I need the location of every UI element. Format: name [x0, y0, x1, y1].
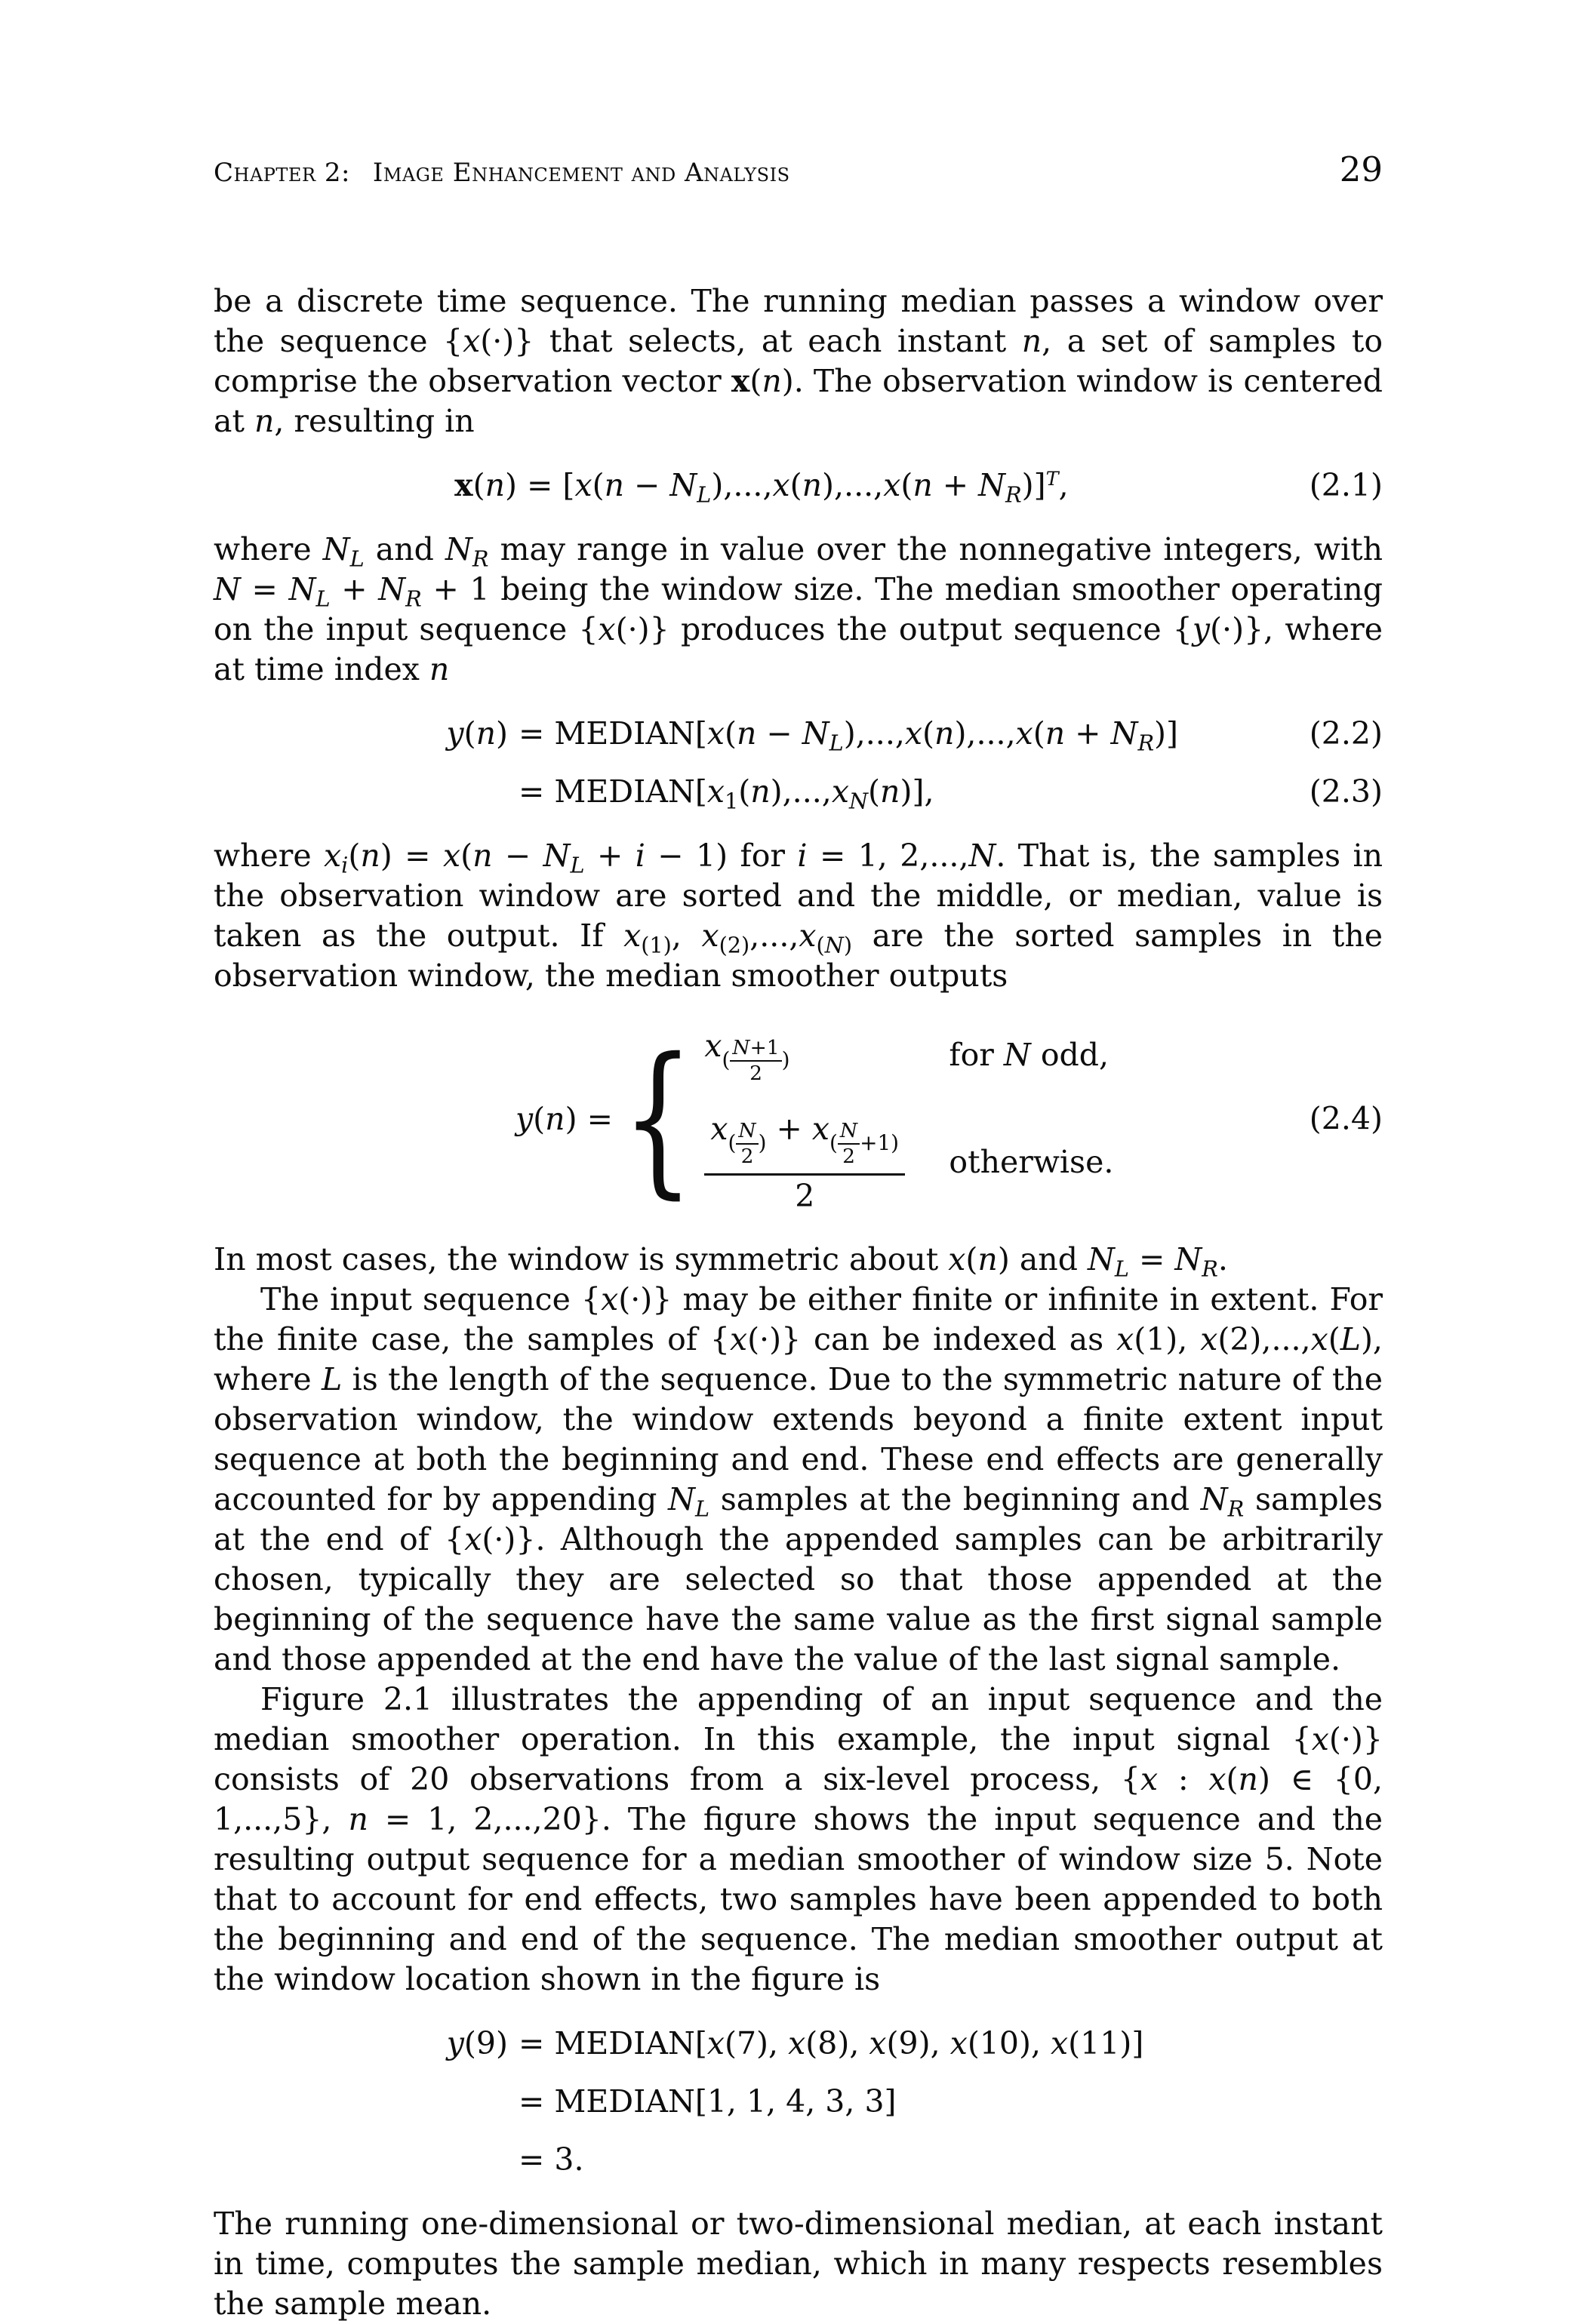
case-odd-condition: for N odd,	[949, 1036, 1110, 1073]
fraction-denominator: 2	[795, 1177, 815, 1214]
example-line-1	[214, 2024, 1383, 2064]
example-line-3-rhs: = 3.	[519, 2141, 584, 2178]
example-line-2-rhs: = MEDIAN[1, 1, 4, 3, 3]	[519, 2083, 897, 2120]
example-line-1-rhs: = MEDIAN[x(7), x(8), x(9), x(10), x(11)]	[519, 2024, 1144, 2061]
text-column	[214, 281, 1383, 2324]
paragraph-figure-2-1: Figure 2.1 illustrates the appending of an input sequence and the median smoother operation. In this example, the input signal {x(·)} consists of 20 observations from a six-level process, {x : x(n) ∈ {0, 1,...,5}, n = 1, 2,...,20}. The figure shows the input sequence and the resulting output sequence for a median smoother of window size 5. Note that to account for end effects, two samples have been appended to both the beginning and end of the sequence. The median smoother output at the window location shown in the figure is	[214, 1680, 1383, 1997]
equation-2-3	[214, 772, 1383, 812]
example-line-3	[214, 2140, 1383, 2180]
equation-2-1-body: $x(n) = [x(n - N_L),...,x(n),...,x(n + N_R)]^T$,	[454, 467, 1069, 508]
paragraph-sorted-samples: where $x_i(n) = x(n - N_L + i - 1)$ for i = 1, 2,...,N. That is, the samples in the observation window are sorted and the middle, or median, value is taken as the output. If $x_{(1)}$, $x_{(2)},...,x_{(N)}$ are the sorted samples in the observation window, the median smoother outputs	[214, 838, 1383, 994]
paragraph-input-sequence: The input sequence {x(·)} may be either finite or infinite in extent. For the finite case, the samples of {x(·)} can be indexed as x(1), x(2),...,x(L), where L is the length of the sequence. Due to the symmetric nature of the observation window, the window extends beyond a finite extent input sequence at both the beginning and end. These end effects are generally accounted for by appending $N_L$ samples at the beginning and $N_R$ samples at the end of {x(·)}. Although the appended samples can be arbitrarily chosen, typically they are selected so that those appended at the beginning of the sequence have the same value as the first signal sample and those appended at the end have the value of the last signal sample.	[214, 1280, 1383, 1677]
equation-gap	[214, 2122, 1383, 2140]
equation-2-2-rhs: = MEDIAN[x(n − $N_L),...,x(n),...,x(n + N_R)$]	[519, 715, 1179, 756]
equation-2-3-rhs: = $MEDIAN[x_1(n),...,x_N(n)]$,	[519, 773, 934, 814]
equation-gap	[214, 754, 1383, 772]
running-head	[214, 149, 1383, 189]
equation-group-2-2-2-3	[214, 714, 1383, 812]
paragraph-intro: be a discrete time sequence. The running median passes a window over the sequence {x(·)} that selects, at each instant n, a set of samples to comprise the observation vector x(n). The observation window is centered at n, resulting in	[214, 283, 1383, 439]
chapter-title: Image Enhancement and Analysis	[372, 158, 790, 188]
equation-2-4-cases	[704, 1026, 1113, 1213]
equation-median-example	[214, 2024, 1383, 2180]
equation-2-1-label: (2.1)	[1309, 467, 1383, 503]
chapter-label: Chapter 2:	[214, 158, 350, 188]
equation-2-2	[214, 714, 1383, 754]
case-odd-value: $x_{( \frac{N+1}{2} )}$	[704, 1028, 790, 1086]
equation-2-4: y(n) = { $x_{( \frac{N+1}{2} )}$ for N odd, $x_{( \frac{N}{2} )} + x_{( \frac{N}{2} +1)}$ 2 otherwise. (2.4)	[516, 1024, 1383, 1215]
paragraph-window-size: where $N_L$ and $N_R$ may range in value over the nonnegative integers, with $N = N_L + N_R + 1$ being the window size. The median smoother operating on the input sequence {x(·)} produces the output sequence {y(·)}, where at time index n	[214, 531, 1383, 687]
case-odd	[704, 1026, 1113, 1084]
equation-2-4-lhs: y(n) =	[516, 1100, 613, 1137]
equation-2-3-label: (2.3)	[1309, 773, 1383, 810]
paragraph-symmetric-window: In most cases, the window is symmetric about x(n) and $N_L = N_R$.	[214, 1240, 1228, 1282]
example-line-1-lhs: y(9)	[446, 2024, 508, 2061]
fraction	[704, 1110, 905, 1214]
equation-gap	[214, 2064, 1383, 2082]
equation-2-4-label: (2.4)	[1309, 1100, 1383, 1137]
case-otherwise-condition: otherwise.	[949, 1144, 1114, 1181]
equation-2-2-label: (2.2)	[1309, 715, 1383, 752]
paragraph-running-median: The running one-dimensional or two-dimensional median, at each instant in time, computes the sample median, which in many respects resembles the sample mean.	[214, 2205, 1383, 2322]
equation-2-2-lhs: y(n)	[446, 715, 508, 752]
fraction-numerator: $x_{( \frac{N}{2} )} + x_{( \frac{N}{2} +1)}$	[704, 1113, 905, 1176]
case-otherwise-value	[704, 1110, 931, 1214]
case-otherwise	[704, 1110, 1114, 1214]
equation-2-1	[214, 466, 1383, 506]
page-number: 29	[1339, 149, 1383, 189]
example-line-2	[214, 2082, 1383, 2122]
